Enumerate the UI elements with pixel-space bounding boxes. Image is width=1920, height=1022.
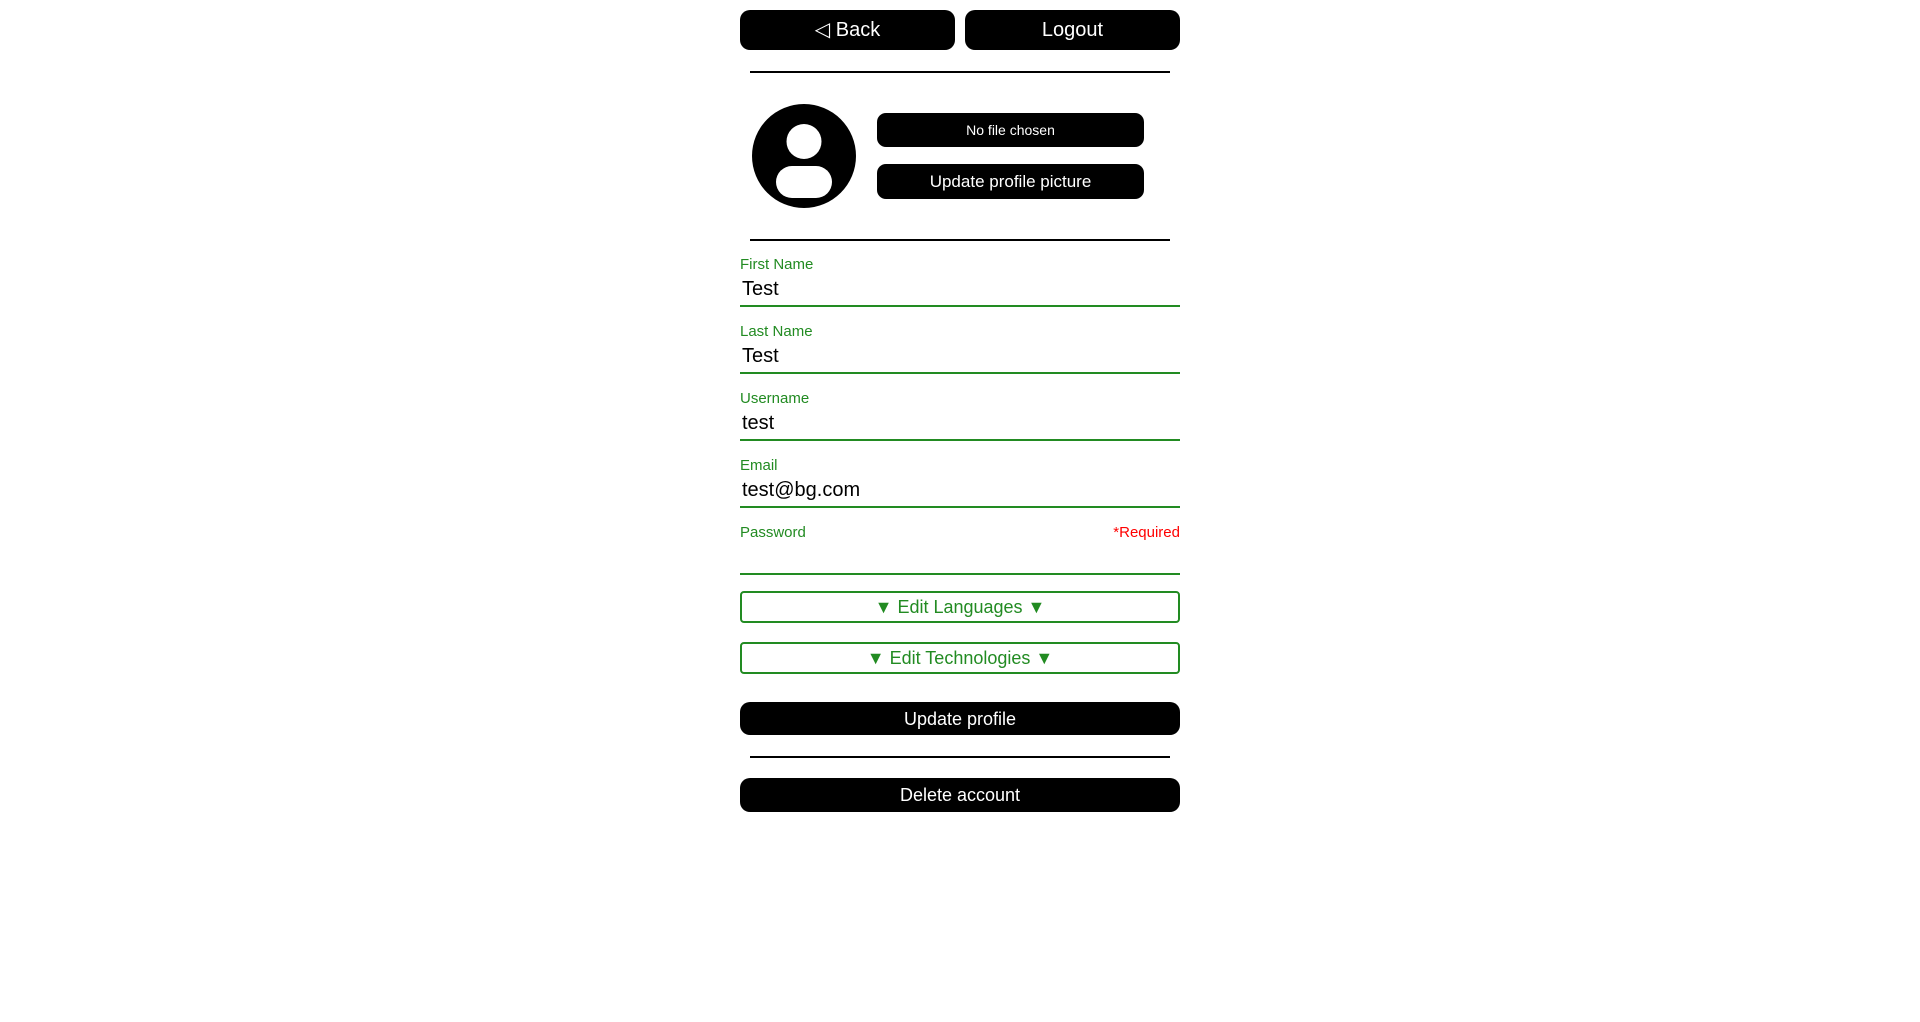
avatar-actions	[877, 113, 1144, 199]
field-last-name	[740, 323, 1180, 374]
email-label: Email	[740, 457, 778, 474]
first-name-input[interactable]	[740, 277, 1180, 307]
divider-bottom	[750, 756, 1170, 758]
edit-technologies-button[interactable]: ▼ Edit Technologies ▼	[740, 642, 1180, 674]
last-name-label: Last Name	[740, 323, 813, 340]
avatar-section	[740, 104, 1180, 208]
field-email	[740, 457, 1180, 508]
divider-avatar	[750, 239, 1170, 241]
field-username	[740, 390, 1180, 441]
divider-top	[750, 71, 1170, 73]
password-label: Password	[740, 524, 806, 541]
password-input[interactable]	[740, 545, 1180, 575]
back-button[interactable]: ◁ Back	[740, 10, 955, 50]
email-input[interactable]	[740, 478, 1180, 508]
logout-button[interactable]: Logout	[965, 10, 1180, 50]
profile-page	[740, 10, 1180, 812]
profile-form	[740, 256, 1180, 735]
username-label: Username	[740, 390, 810, 407]
field-password	[740, 524, 1180, 575]
update-profile-button[interactable]: Update profile	[740, 702, 1180, 735]
update-picture-button[interactable]: Update profile picture	[877, 164, 1144, 199]
delete-account-button[interactable]: Delete account	[740, 778, 1180, 812]
first-name-label: First Name	[740, 256, 814, 273]
password-required-note: *Required	[1113, 524, 1180, 541]
top-bar	[740, 10, 1180, 50]
last-name-input[interactable]	[740, 344, 1180, 374]
file-input-button[interactable]: No file chosen	[877, 113, 1144, 147]
field-first-name	[740, 256, 1180, 307]
username-input[interactable]	[740, 411, 1180, 441]
user-avatar-icon	[752, 104, 856, 208]
edit-languages-button[interactable]: ▼ Edit Languages ▼	[740, 591, 1180, 623]
